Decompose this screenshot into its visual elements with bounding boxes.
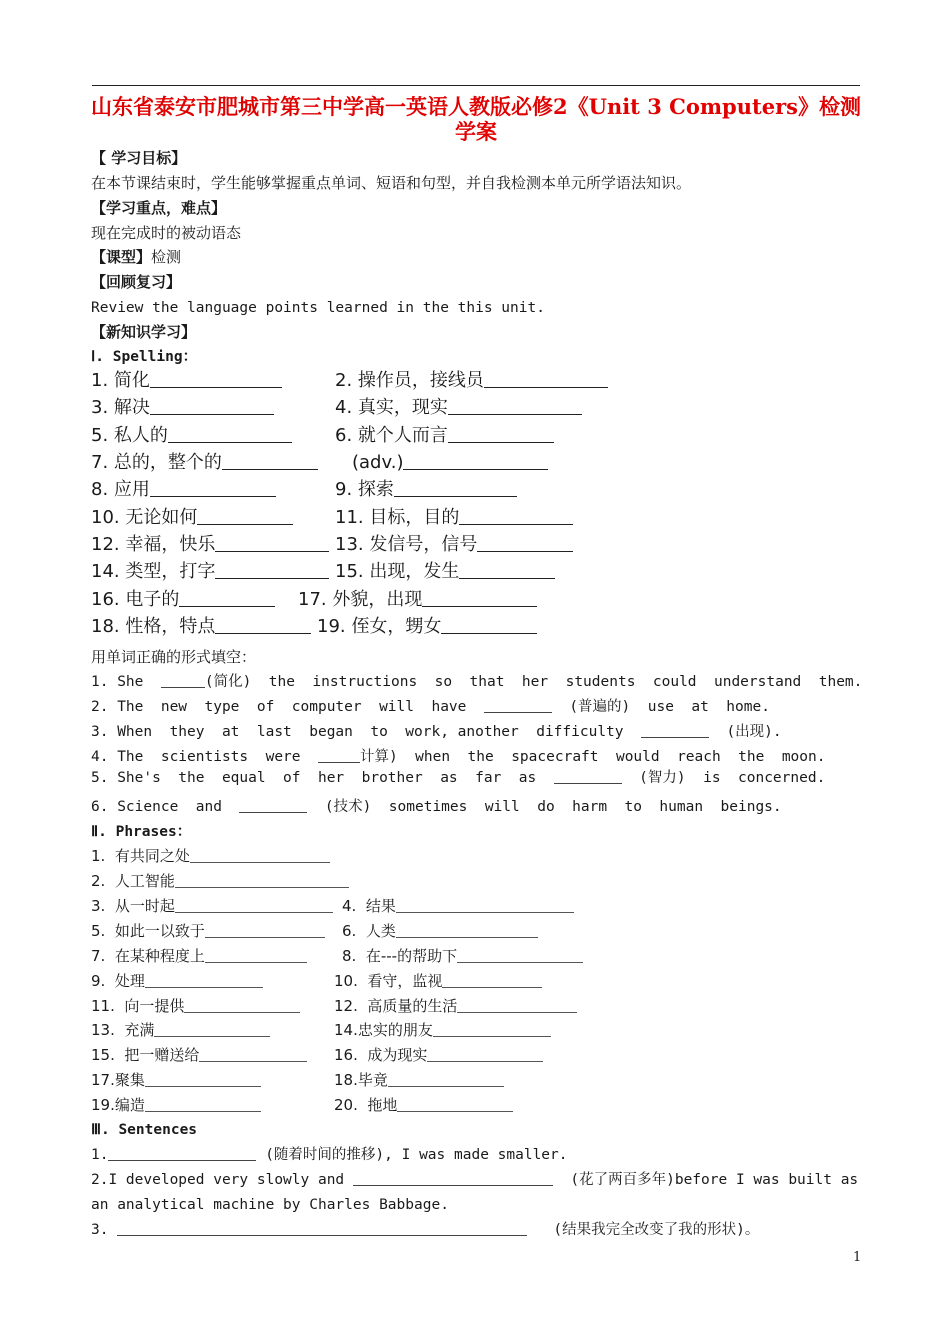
focus-text: 现在完成时的被动语态 (91, 224, 242, 242)
phrase-item: 19.编造 (91, 1095, 261, 1115)
spelling-item: 5. 私人的 (91, 424, 292, 448)
sentence-2-continued: an analytical machine by Charles Babbage. (91, 1197, 449, 1213)
new-heading: 【新知识学习】 (91, 323, 197, 341)
spelling-item: 3. 解决 (91, 396, 274, 420)
sentence-1: 1. (随着时间的推移), I was made smaller. (91, 1147, 568, 1163)
type-text: 检测 (151, 248, 182, 266)
fill-sentence: 5. She's the equal of her brother as far as (智力) is concerned. (91, 770, 826, 786)
phrase-item: 6. 人类 (342, 921, 538, 941)
phrase-item: 13. 充满 (91, 1020, 270, 1040)
spelling-item: 18. 性格，特点 (91, 615, 311, 639)
spelling-item: 6. 就个人而言 (335, 424, 554, 448)
phrase-item: 20. 拖地 (334, 1095, 513, 1115)
spelling-item: 1. 简化 (91, 369, 282, 393)
type-line (91, 247, 181, 267)
page-number: 1 (853, 1250, 862, 1265)
spelling-item: (adv.) (352, 451, 548, 475)
header-rule (92, 85, 860, 86)
review-heading: 【回顾复习】 (91, 273, 182, 291)
phrase-item: 2. 人工智能 (91, 871, 349, 891)
spelling-item: 16. 电子的 (91, 588, 275, 612)
sentence-3: 3. (结果我完全改变了我的形状)。 (91, 1222, 760, 1238)
phrase-item: 7. 在某种程度上 (91, 946, 307, 966)
fill-sentence: 4. The scientists were 计算) when the spacecraft would reach the moon. (91, 749, 826, 765)
spelling-item: 13. 发信号，信号 (335, 533, 573, 557)
sentence-2: 2.I developed very slowly and (花了两百多年)before I was built as (91, 1172, 859, 1188)
phrase-item: 16. 成为现实 (334, 1045, 543, 1065)
phrase-item: 11. 向一提供 (91, 996, 300, 1016)
spelling-item: 4. 真实，现实 (335, 396, 582, 420)
focus-heading: 【学习重点，难点】 (91, 199, 227, 217)
spelling-item: 12. 幸福，快乐 (91, 533, 329, 557)
spelling-item: 19. 侄女，甥女 (317, 615, 537, 639)
spelling-item: 8. 应用 (91, 478, 276, 502)
spelling-item: 9. 探索 (335, 478, 517, 502)
type-heading: 【课型】 (91, 248, 152, 266)
phrases-heading: Ⅱ. Phrases： (91, 824, 192, 840)
phrase-item: 3. 从一时起 (91, 896, 333, 916)
page-title: 山东省泰安市肥城市第三中学高一英语人教版必修2《Unit 3 Computers》检测学案 (91, 94, 861, 144)
fill-sentence: 6. Science and (技术) sometimes will do harm to human beings. (91, 799, 782, 815)
fill-sentence: 3. When they at last began to work, another difficulty (出现). (91, 724, 782, 740)
phrase-item: 15. 把一赠送给 (91, 1045, 307, 1065)
phrase-item: 5. 如此一以致于 (91, 921, 325, 941)
review-text: Review the language points learned in the this unit. (91, 300, 545, 316)
phrase-item: 12. 高质量的生活 (334, 996, 577, 1016)
phrase-item: 18.毕竟 (334, 1070, 504, 1090)
spelling-item: 11. 目标，目的 (335, 506, 573, 530)
phrase-item: 1. 有共同之处 (91, 846, 330, 866)
phrase-item: 8. 在---的帮助下 (342, 946, 583, 966)
spelling-heading: Ⅰ. Spelling： (91, 349, 198, 365)
spelling-item: 10. 无论如何 (91, 506, 293, 530)
phrase-item: 9. 处理 (91, 971, 263, 991)
fill-sentence: 1. She (简化) the instructions so that her students could understand them. (91, 674, 863, 690)
spelling-item: 7. 总的，整个的 (91, 451, 318, 475)
fill-heading: 用单词正确的形式填空： (91, 648, 257, 666)
fill-sentence: 2. The new type of computer will have (普遍的) use at home. (91, 699, 770, 715)
phrase-item: 17.聚集 (91, 1070, 261, 1090)
goal-text: 在本节课结束时，学生能够掌握重点单词、短语和句型，并自我检测本单元所学语法知识。 (91, 174, 692, 192)
spelling-item: 15. 出现，发生 (335, 560, 555, 584)
phrase-item: 4. 结果 (342, 896, 574, 916)
goal-heading: 【 学习目标】 (91, 149, 187, 167)
phrase-item: 10. 看守，监视 (334, 971, 542, 991)
spelling-item: 17. 外貌，出现 (298, 588, 537, 612)
spelling-item: 14. 类型，打字 (91, 560, 329, 584)
spelling-item: 2. 操作员，接线员 (335, 369, 608, 393)
sentences-heading: Ⅲ. Sentences (91, 1122, 198, 1138)
phrase-item: 14.忠实的朋友 (334, 1020, 551, 1040)
